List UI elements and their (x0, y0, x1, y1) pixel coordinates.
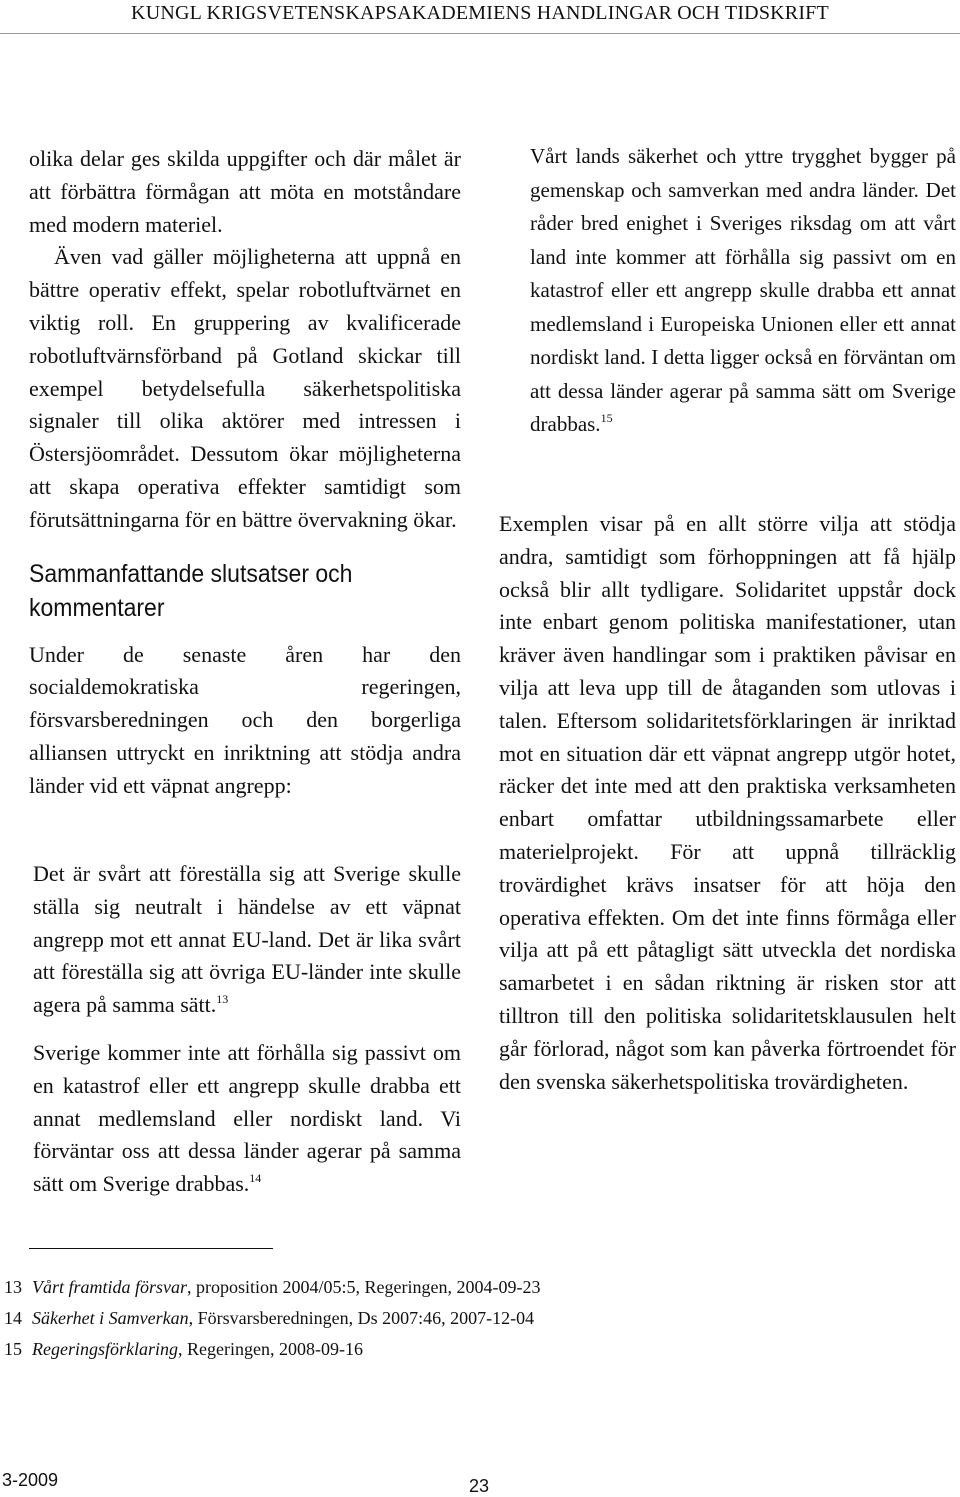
footnote-reference: 13 (216, 992, 229, 1007)
header-divider (0, 33, 960, 34)
footnote-divider (29, 1248, 273, 1249)
body-paragraph: Exemplen visar på en allt större vilja att stödja andra, samtidigt som förhoppningen att få hjälp också blir allt tydligare. Solidaritet uppstår dock inte enbart genom politiska manifestationer, utan kräver även handlingar som i praktiken påvisar en vilja att leva upp till de åtaganden som utlovas i talen. Eftersom solidaritetsförklaringen är inriktad mot en situation där ett väpnat angrepp utgör hotet, räcker det inte med att den praktiska verksamheten enbart omfattar utbildningssamarbete eller materielprojekt. För att uppnå tillräcklig trovärdighet krävs insatser för att höja den operativa effekten. Om det inte finns förmåga eller vilja att på ett påtagligt sätt utveckla det nordiska samarbetet i en sådan riktning är risken stor att tilltron till den politiska solidaritetsklausulen helt går förlorad, något som kan påverka förtroendet för den svenska säkerhetspolitiska trovärdigheten. (499, 511, 956, 1094)
issue-number: 3-2009 (2, 1470, 59, 1490)
section-heading: Sammanfattande slutsatser och kommentarer (29, 559, 353, 622)
footnote (4, 1334, 904, 1365)
body-paragraph: Under de senaste åren har den socialdemokratiska regeringen, försvarsberedningen och den borgerliga alliansen uttryckt en inriktning att stödja andra länder vid ett väpnat angrepp: (29, 641, 461, 798)
footnote-text: , proposition 2004/05:5, Regeringen, 2004-09-23 (187, 1277, 541, 1297)
block-quote (530, 140, 956, 442)
footnote-title: Säkerhet i Samverkan (32, 1308, 189, 1328)
right-column (499, 508, 956, 1098)
footnotes (4, 1272, 904, 1365)
left-column (29, 143, 461, 803)
running-header: KUNGL KRIGSVETENSKAPSAKADEMIENS HANDLINGAR OCH TIDSKRIFT (131, 2, 829, 24)
block-quote (33, 858, 461, 1022)
footnote-number: 15 (4, 1339, 22, 1359)
footnote-title: Vårt framtida försvar (32, 1277, 188, 1297)
footnote-reference: 14 (249, 1171, 262, 1186)
right-column-quote (530, 140, 956, 442)
body-paragraph: olika delar ges skilda uppgifter och där målet är att förbättra förmågan att möta en motståndare med modern materiel. (29, 146, 461, 237)
footnote-number: 14 (4, 1308, 22, 1328)
footnote-number: 13 (4, 1277, 22, 1297)
body-paragraph-text: Även vad gäller möjligheterna att uppnå en bättre operativ effekt, spelar robotluftvärnet en viktig roll. En gruppering av kvalificerade robotluftvärnsförband på Gotland skickar till exempel betydelsefulla säkerhetspolitiska signaler till olika aktörer med intressen i Östersjöområdet. Dessutom ökar möjligheterna att skapa operativa effekter samtidigt som förutsättningarna för en bättre övervakning ökar. (29, 244, 461, 532)
footnote-text: , Försvarsberedningen, Ds 2007:46, 2007-12-04 (188, 1308, 535, 1328)
footnote (4, 1303, 904, 1334)
footnote-title: Regeringsförklaring (32, 1339, 178, 1359)
quote-text: Vårt lands säkerhet och yttre trygghet bygger på gemenskap och samverkan med andra länder. Det råder bred enighet i Sveriges riksdag om att vårt land inte kommer att förhålla sig passivt om en katastrof eller ett angrepp skulle drabba ett annat medlemsland i Europeiska Unionen eller ett annat nordiskt land. I detta ligger också en förväntan om att dessa länder agerar på samma sätt om Sverige drabbas. (530, 144, 956, 436)
quote-text: Det är svårt att föreställa sig att Sverige skulle ställa sig neutralt i händelse av ett väpnat angrepp mot ett annat EU-land. Det är lika svårt att föreställa sig att övriga EU-länder inte skulle agera på samma sätt. (33, 861, 461, 1018)
quote-text: Sverige kommer inte att förhålla sig passivt om en katastrof eller ett angrepp skulle drabba ett annat medlemsland eller nordiskt land. Vi förväntar oss att dessa länder agerar på samma sätt om Sverige drabbas. (33, 1039, 461, 1197)
footnote-text: , Regeringen, 2008-09-16 (178, 1339, 363, 1359)
footnote-reference: 15 (600, 411, 613, 425)
page-number: 23 (469, 1476, 490, 1496)
block-quotes (33, 858, 461, 1201)
block-quote (33, 1037, 461, 1201)
body-paragraph (29, 241, 461, 536)
footnote (4, 1272, 904, 1303)
